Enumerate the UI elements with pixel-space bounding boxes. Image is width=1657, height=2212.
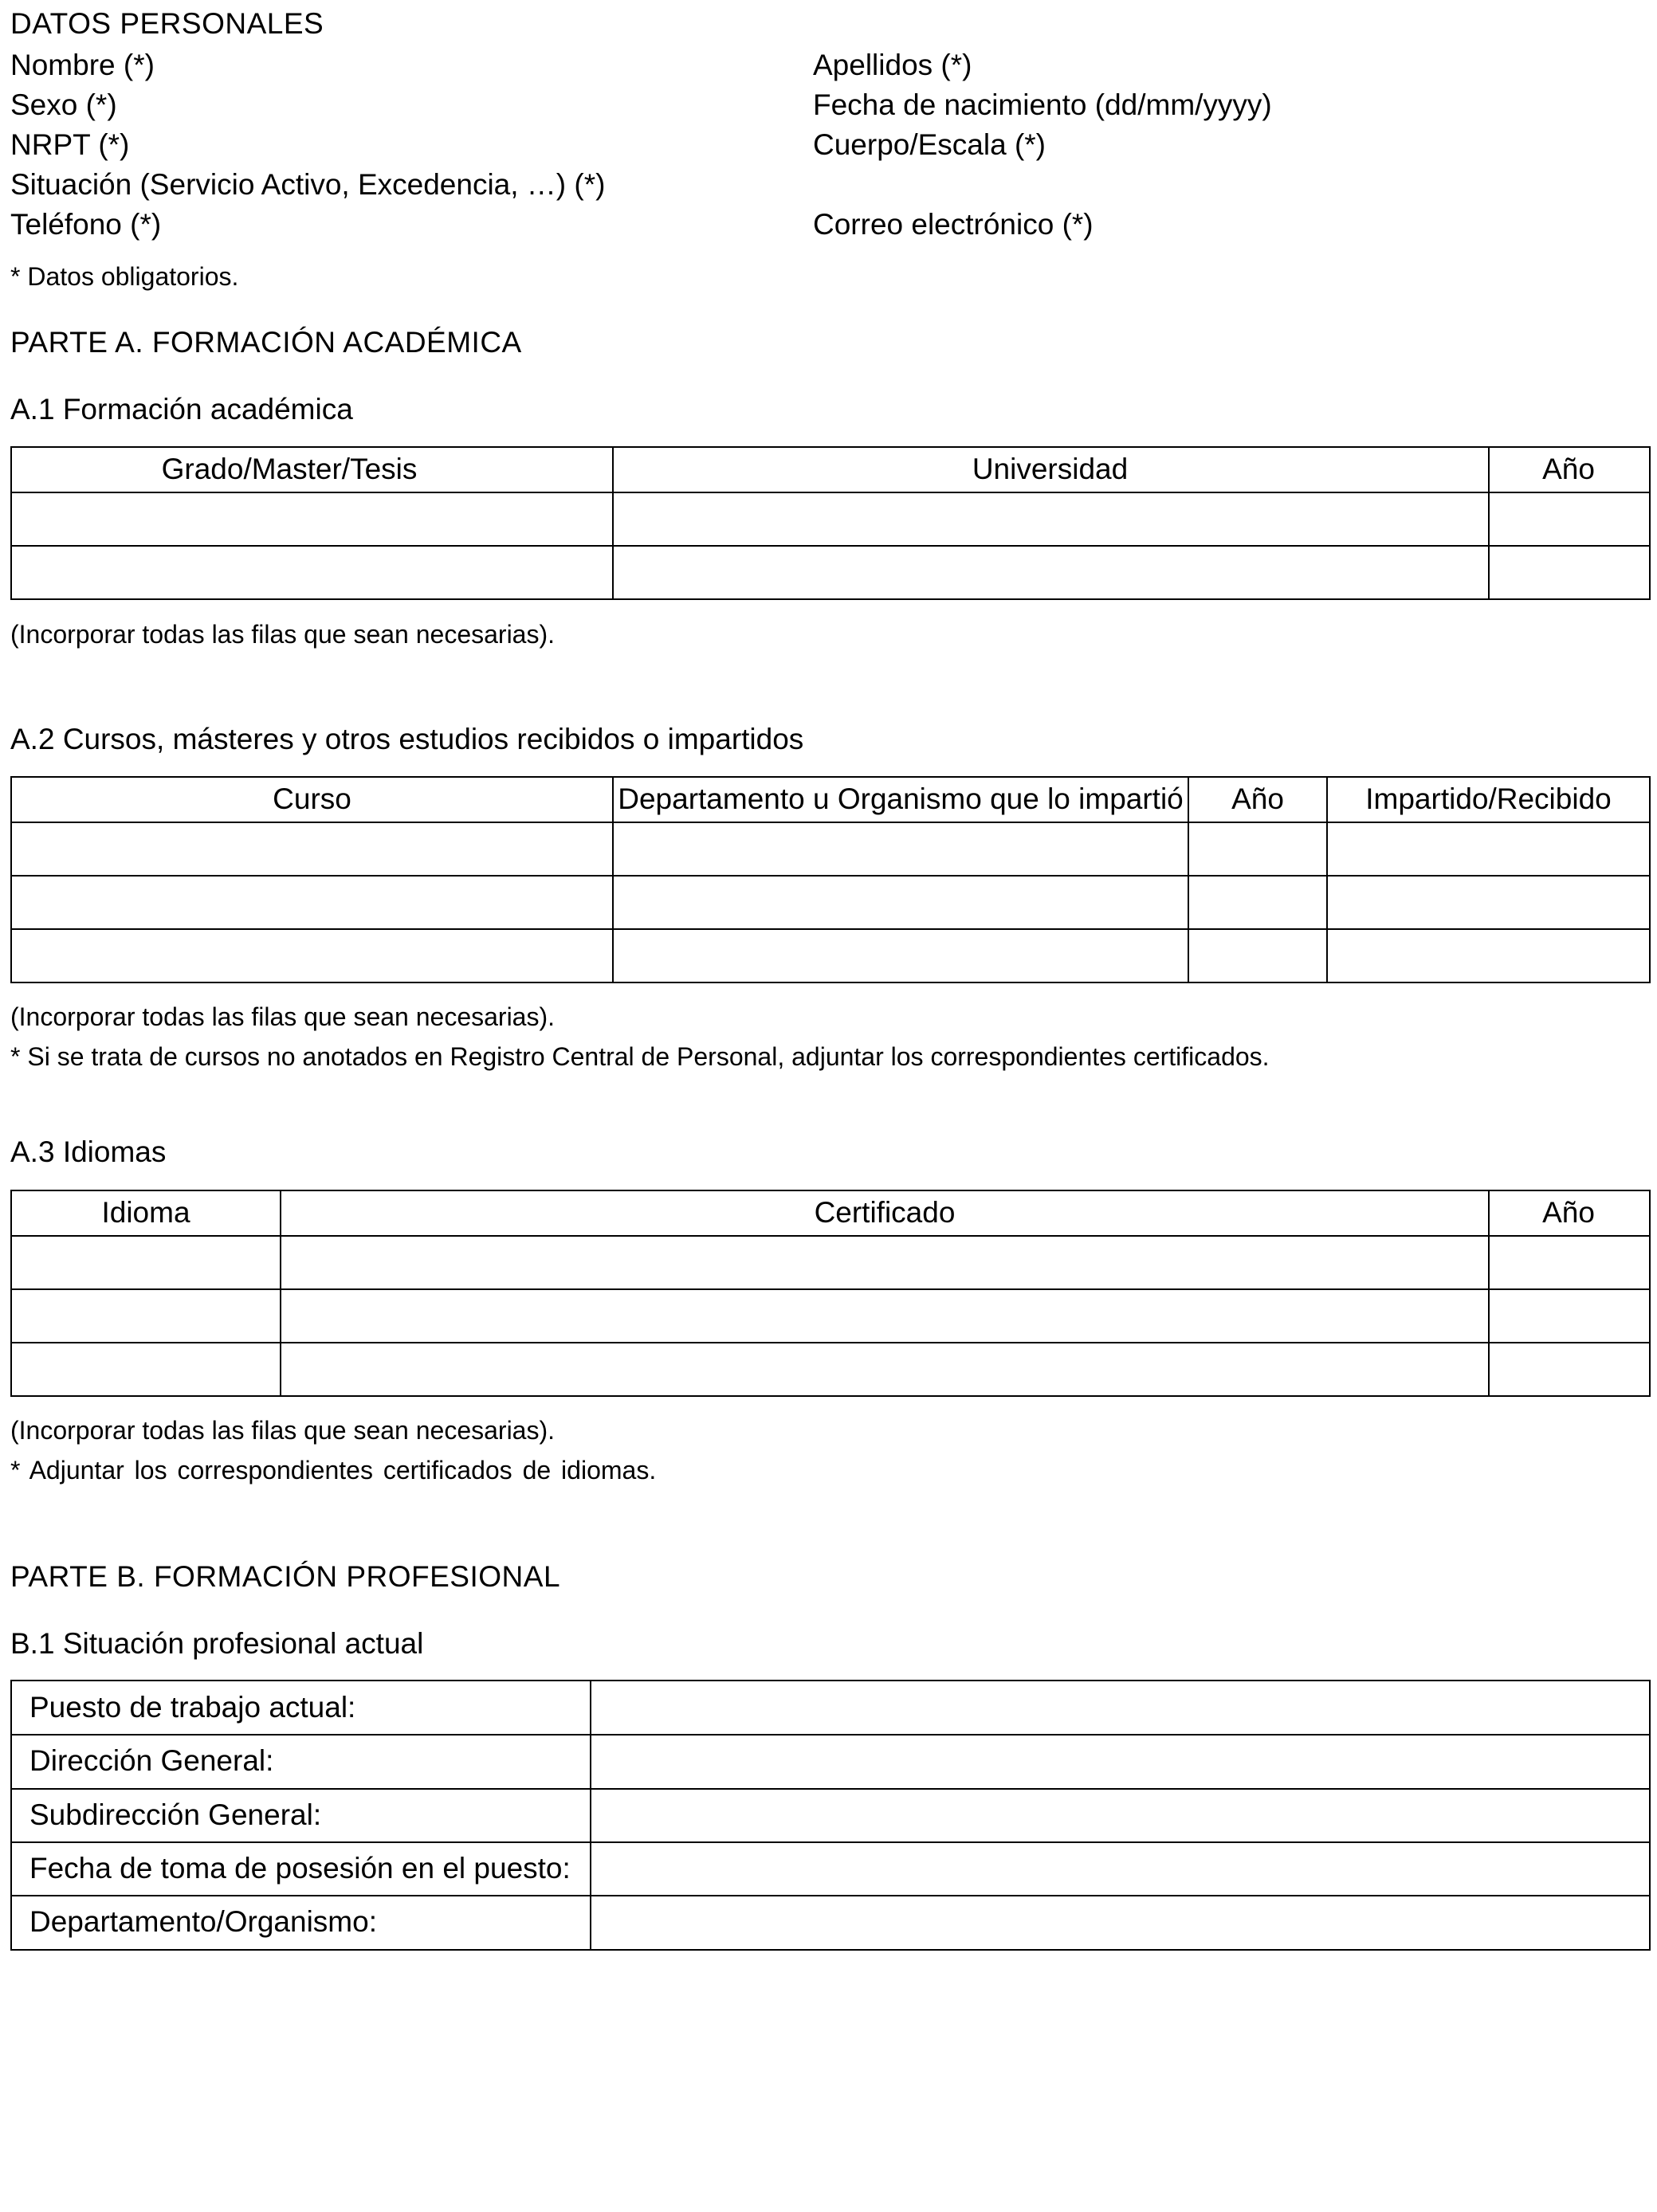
- header-curso: Curso: [273, 782, 351, 815]
- section-a1-title: A.1 Formación académica: [10, 393, 353, 426]
- section-b1-title: B.1 Situación profesional actual: [10, 1627, 424, 1660]
- section-a3-title: A.3 Idiomas: [10, 1135, 167, 1168]
- table-cell[interactable]: [12, 547, 612, 598]
- table-cell[interactable]: [281, 1237, 1488, 1288]
- languages-table: [10, 1190, 1651, 1397]
- field-nrpt-label: NRPT (*): [10, 128, 130, 161]
- field-situacion-label: Situación (Servicio Activo, Excedencia, …) (*): [10, 168, 606, 201]
- table-cell[interactable]: [12, 1290, 280, 1341]
- a2-certificates-note: * Si se trata de cursos no anotados en Registro Central de Personal, adjuntar los correspondientes certificados.: [10, 1042, 1270, 1071]
- academic-table: [10, 446, 1651, 600]
- table-cell[interactable]: [1490, 547, 1649, 598]
- row-label-direccion-general: Dirección General:: [29, 1744, 274, 1777]
- table-cell[interactable]: [614, 493, 1488, 544]
- header-ano: Año: [1231, 782, 1284, 815]
- row-label-subdireccion-general: Subdirección General:: [29, 1798, 322, 1831]
- table-cell[interactable]: [1490, 1343, 1649, 1394]
- row-label-departamento-organismo: Departamento/Organismo:: [29, 1905, 377, 1938]
- table-cell[interactable]: [1490, 1237, 1649, 1288]
- a3-rows-note: (Incorporar todas las filas que sean necesarias).: [10, 1416, 556, 1445]
- a3-certificates-note: * Adjuntar los correspondientes certificados de idiomas.: [10, 1456, 657, 1484]
- value-field-fecha-toma-posesion[interactable]: [591, 1843, 1649, 1895]
- table-cell[interactable]: [1328, 930, 1649, 981]
- table-cell[interactable]: [614, 547, 1488, 598]
- table-cell[interactable]: [281, 1290, 1488, 1341]
- table-cell[interactable]: [1490, 493, 1649, 544]
- header-grado: Grado/Master/Tesis: [161, 453, 418, 485]
- table-cell[interactable]: [12, 493, 612, 544]
- table-cell[interactable]: [614, 877, 1188, 928]
- field-cuerpo-escala-label: Cuerpo/Escala (*): [813, 128, 1046, 161]
- header-ano: Año: [1542, 453, 1595, 485]
- table-cell[interactable]: [12, 930, 612, 981]
- mandatory-note: * Datos obligatorios.: [10, 262, 239, 291]
- table-cell[interactable]: [12, 877, 612, 928]
- table-cell[interactable]: [1490, 1290, 1649, 1341]
- field-correo-label: Correo electrónico (*): [813, 208, 1094, 241]
- value-field-departamento-organismo[interactable]: [591, 1896, 1649, 1949]
- table-cell[interactable]: [12, 1343, 280, 1394]
- row-label-fecha-toma-posesion: Fecha de toma de posesión en el puesto:: [29, 1852, 571, 1885]
- professional-situation-table: [10, 1680, 1651, 1951]
- table-cell[interactable]: [281, 1343, 1488, 1394]
- header-departamento: Departamento u Organismo que lo impartió: [618, 782, 1184, 815]
- table-cell[interactable]: [1189, 823, 1326, 874]
- section-a2-title: A.2 Cursos, másteres y otros estudios recibidos o impartidos: [10, 723, 804, 755]
- row-label-puesto: Puesto de trabajo actual:: [29, 1691, 356, 1724]
- field-nombre-label: Nombre (*): [10, 49, 155, 81]
- header-universidad: Universidad: [972, 453, 1129, 485]
- table-cell[interactable]: [1328, 823, 1649, 874]
- part-b-title: PARTE B. FORMACIÓN PROFESIONAL: [10, 1560, 561, 1593]
- a1-rows-note: (Incorporar todas las filas que sean necesarias).: [10, 620, 556, 649]
- table-cell[interactable]: [1328, 877, 1649, 928]
- value-field-puesto[interactable]: [591, 1681, 1649, 1734]
- table-cell[interactable]: [1189, 877, 1326, 928]
- table-cell[interactable]: [12, 1237, 280, 1288]
- a2-rows-note: (Incorporar todas las filas que sean necesarias).: [10, 1002, 556, 1031]
- table-cell[interactable]: [1189, 930, 1326, 981]
- header-idioma: Idioma: [101, 1196, 190, 1229]
- courses-table: [10, 776, 1651, 983]
- header-impartido-recibido: Impartido/Recibido: [1365, 782, 1612, 815]
- value-field-subdireccion-general[interactable]: [591, 1790, 1649, 1841]
- field-sexo-label: Sexo (*): [10, 88, 117, 121]
- personal-data-title: DATOS PERSONALES: [10, 7, 324, 40]
- table-cell[interactable]: [614, 930, 1188, 981]
- field-fecha-nacimiento-label: Fecha de nacimiento (dd/mm/yyyy): [813, 88, 1272, 121]
- field-telefono-label: Teléfono (*): [10, 208, 162, 241]
- field-apellidos-label: Apellidos (*): [813, 49, 972, 81]
- value-field-direccion-general[interactable]: [591, 1735, 1649, 1788]
- part-a-title: PARTE A. FORMACIÓN ACADÉMICA: [10, 326, 522, 359]
- table-cell[interactable]: [12, 823, 612, 874]
- header-certificado: Certificado: [814, 1196, 956, 1229]
- table-cell[interactable]: [614, 823, 1188, 874]
- header-ano: Año: [1542, 1196, 1595, 1229]
